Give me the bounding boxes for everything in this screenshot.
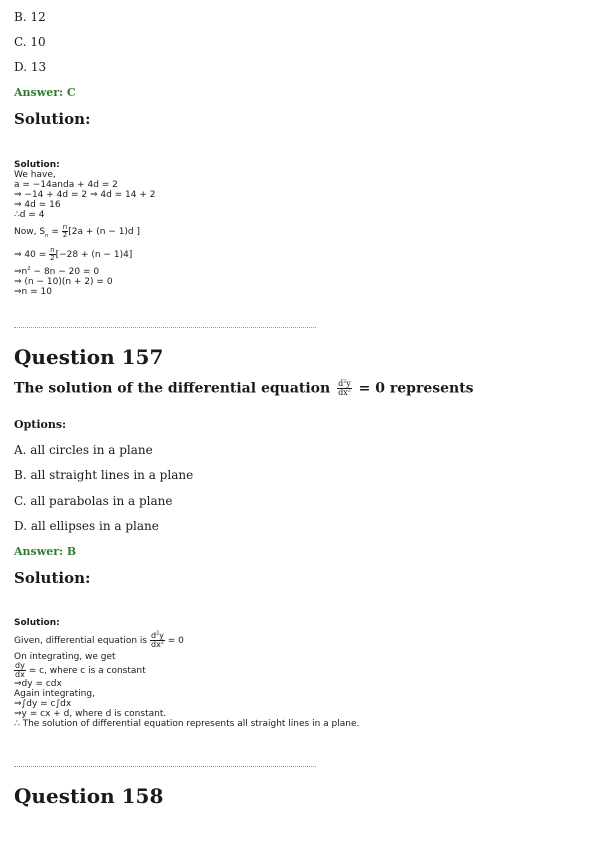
option-d: D. all ellipses in a plane — [14, 519, 159, 533]
option-d: D. 13 — [14, 60, 47, 74]
solution-line: ⇒y = cx + d, where d is constant. — [14, 709, 167, 719]
solution-line: $\frac{dy}{dx}$ = c, where c is a constant — [15, 661, 146, 679]
solution-label: Solution: — [14, 160, 60, 170]
answer-label: Answer: C — [14, 86, 76, 99]
fraction: $\frac{d^2y}{dx^2}$ — [151, 631, 164, 649]
solution-line: ⇒n = 10 — [14, 286, 52, 297]
fraction: $\frac{n}{2}$ — [50, 245, 55, 262]
solution-line: ⇒ 4d = 16 — [14, 200, 61, 210]
question-title: Question 158 — [14, 784, 164, 808]
solution-heading: Solution: — [14, 569, 91, 587]
answer-label: Answer: B — [14, 545, 77, 558]
solution-line: ∴d = 4 — [14, 210, 45, 220]
solution-block — [14, 160, 156, 297]
solution-line: ⇒dy = cdx — [14, 679, 62, 689]
fraction: $\frac{n}{2}$ — [62, 223, 68, 239]
divider — [14, 327, 316, 328]
solution-label: Solution: — [14, 618, 60, 628]
solution-line: Again integrating, — [14, 689, 95, 699]
solution-block — [14, 618, 359, 729]
question-text: The solution of the differential equation $\frac{d^2y}{dx^2}$ = 0 represents — [14, 379, 474, 397]
question-title: Question 157 — [14, 345, 164, 369]
solution-line: ⇒ −14 + 4d = 2 ⇒ 4d = 14 + 2 — [14, 190, 156, 200]
solution-line: We have, — [14, 170, 56, 180]
option-a: A. all circles in a plane — [14, 443, 153, 457]
solution-line: ∴ The solution of differential equation represents all straight lines in a plane. — [14, 719, 360, 729]
solution-line: Given, differential equation is $\frac{d^2y}{dx^2}$ = 0 — [14, 631, 184, 649]
solution-line: Now, $S_n$ = $\frac{n}{2}$ [2a + (n − 1)d ] — [14, 223, 141, 239]
divider — [14, 766, 316, 767]
option-b: B. all straight lines in a plane — [14, 468, 194, 482]
fraction: $\frac{d^2y}{dx^2}$ — [338, 379, 351, 397]
option-b: B. 12 — [14, 10, 46, 24]
solution-line: ⇒∫dy = c∫dx — [14, 699, 72, 709]
solution-heading: Solution: — [14, 110, 91, 128]
option-c: C. 10 — [14, 35, 46, 49]
solution-line: a = −14anda + 4d = 2 — [14, 180, 118, 190]
solution-line: ⇒ 40 = $\frac{n}{2}$ [−28 + (n − 1)4] — [14, 245, 133, 262]
fraction: $\frac{dy}{dx}$ — [15, 661, 25, 679]
option-c: C. all parabolas in a plane — [14, 494, 173, 508]
solution-line: $\Rightarrow n^2 - 8n - 20 = 0$ — [14, 265, 100, 277]
solution-line: ⇒ (n − 10)(n + 2) = 0 — [14, 276, 113, 287]
solution-line: On integrating, we get — [14, 652, 116, 662]
options-label: Options: — [14, 418, 67, 431]
